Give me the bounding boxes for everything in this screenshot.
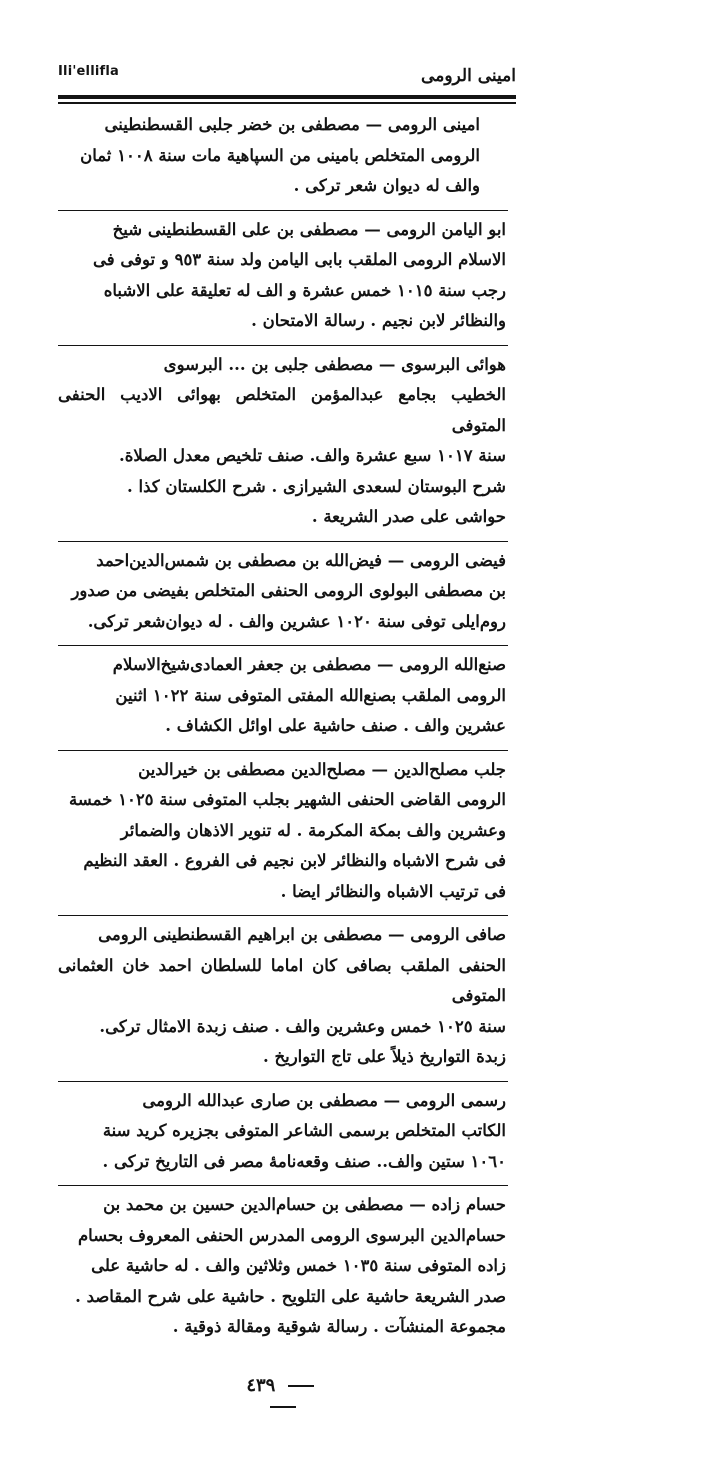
entry-line: حواشی علی صدر الشریعة . bbox=[311, 507, 506, 526]
entry-line: صنع‌الله الرومی — مصطفی بن جعفر العمادی‌شیخ‌الاسلام bbox=[112, 655, 506, 674]
entry-line: فی ترتیب الاشباه والنظائر ایضا . bbox=[280, 881, 506, 901]
entry-line: والنظائر لابن نجیم . رسالة الامتحان . bbox=[251, 311, 506, 330]
entry-separator bbox=[58, 915, 508, 916]
biography-entry bbox=[58, 215, 508, 343]
entry-separator bbox=[58, 541, 508, 542]
page-number-value: ٤٣٩ bbox=[246, 1375, 276, 1396]
biography-entry bbox=[58, 546, 508, 644]
biography-entry bbox=[58, 350, 508, 539]
entry-line: جلب مصلح‌الدین — مصلح‌الدین مصطفی بن خیرالدین bbox=[138, 759, 506, 779]
entry-line: امینی الرومی — مصطفی بن خضر جلبی القسطنطینی bbox=[104, 115, 480, 134]
entry-separator bbox=[58, 750, 508, 751]
running-header bbox=[58, 62, 516, 98]
entry-line: صافی الرومی — مصطفی بن ابراهیم القسطنطینی الرومی bbox=[98, 925, 506, 944]
biography-entry bbox=[58, 110, 508, 208]
entry-line: الرومی الملقب بصنع‌الله المفتی المتوفی سنة ١٠٢٢ اثنین bbox=[115, 685, 506, 705]
folio-dash-left bbox=[270, 1406, 296, 1408]
header-catchword: امینی الرومی bbox=[421, 66, 516, 86]
entry-line: وعشرین والف بمکة المکرمة . له تنویر الاذهان والضمائر bbox=[120, 820, 506, 840]
entry-line: ابو الیامن الرومی — مصطفی بن علی القسطنطینی شیخ bbox=[112, 219, 506, 239]
entry-line: والف له دیوان شعر ترکی . bbox=[293, 176, 480, 195]
biography-entry bbox=[58, 755, 508, 914]
entry-line: الاسلام الرومی الملقب بابی الیامن ولد سنة ٩٥٣ و توفی فی bbox=[92, 250, 506, 269]
page-number bbox=[228, 1375, 338, 1417]
folio-dash-right bbox=[288, 1385, 314, 1387]
entries-column bbox=[58, 110, 508, 1349]
entry-line: حسام زاده — مصطفی بن حسام‌الدین حسین بن محمد بن bbox=[103, 1195, 506, 1214]
entry-separator bbox=[58, 1185, 508, 1186]
header-left-text: Ili'ellifla bbox=[58, 64, 119, 79]
entry-line: الرومی القاضی الحنفی الشهیر بجلب المتوفی سنة ١٠٢٥ خمسة bbox=[69, 790, 506, 809]
entry-line: الرومی المتخلص بامینی من السپاهیة مات سنة ١٠٠٨ ثمان bbox=[80, 145, 480, 165]
biography-entry bbox=[58, 650, 508, 748]
biography-entry bbox=[58, 920, 508, 1079]
entry-line: الکاتب المتخلص برسمی الشاعر المتوفی بجزیره کرید سنة bbox=[102, 1121, 506, 1140]
entry-line: الحنفی الملقب بصافی کان اماما للسلطان احمد خان العثمانی المتوفی bbox=[58, 955, 506, 1005]
biography-entry bbox=[58, 1190, 508, 1349]
entry-line: فی شرح الاشباه والنظائر لابن نجیم فی الفروع . العقد النظیم bbox=[83, 851, 506, 870]
entry-line: حسام‌الدین البرسوی الرومی المدرس الحنفی المعروف بحسام bbox=[77, 1225, 506, 1245]
entry-separator bbox=[58, 645, 508, 646]
entry-line: شرح البوستان لسعدی الشیرازی . شرح الکلستان کذا . bbox=[127, 476, 506, 496]
biography-entry bbox=[58, 1086, 508, 1184]
entry-line: رسمی الرومی — مصطفی بن صاری عبدالله الرومی bbox=[142, 1090, 506, 1110]
entry-line: فیضی الرومی — فیض‌الله بن مصطفی بن شمس‌الدین‌احمد bbox=[96, 550, 506, 570]
entry-line: سنة ١٠٢٥ خمس وعشرین والف . صنف زبدة الامثال ترکی. bbox=[99, 1016, 506, 1036]
entry-line: زاده المتوفی سنة ١٠٣٥ خمس وثلاثین والف . له حاشیة علی bbox=[91, 1256, 506, 1275]
entry-line: مجموعة المنشآت . رسالة شوقیة ومقالة ذوقیة . bbox=[172, 1317, 506, 1336]
entry-line: هوائی البرسوی — مصطفی جلبی بن ... البرسوی bbox=[163, 354, 506, 374]
entry-line: رجب سنة ١٠١٥ خمس عشرة و الف له تعلیقة علی الاشباه bbox=[103, 280, 506, 300]
entry-line: ١٠٦٠ ستین والف.. صنف وقعه‌نامهٔ مصر فی التاریخ ترکی . bbox=[102, 1151, 506, 1171]
entry-line: صدر الشریعة حاشیة علی التلویح . حاشیة علی شرح المقاصد . bbox=[75, 1286, 506, 1306]
entry-line: سنة ١٠١٧ سبع عشرة والف. صنف تلخیص معدل الصلاة. bbox=[119, 446, 506, 465]
entry-line: روم‌ایلی توفی سنة ١٠٢٠ عشرین والف . له دیوان‌شعر ترکی. bbox=[87, 611, 506, 631]
entry-line: بن مصطفی البولوی الرومی الحنفی المتخلص بفیضی من صدور bbox=[71, 581, 506, 600]
entry-line: زبدة التواریخ ذیلاً علی تاج التواریخ . bbox=[262, 1047, 506, 1066]
entry-separator bbox=[58, 1081, 508, 1082]
entry-line: الخطیب بجامع عبدالمؤمن المتخلص بهوائی الادیب الحنفی المتوفی bbox=[58, 385, 506, 435]
entry-separator bbox=[58, 345, 508, 346]
entry-separator bbox=[58, 210, 508, 211]
entry-line: عشرین والف . صنف حاشیة علی اوائل الکشاف . bbox=[165, 716, 506, 735]
header-rule-thin bbox=[58, 102, 516, 104]
header-rule-thick bbox=[58, 95, 516, 99]
